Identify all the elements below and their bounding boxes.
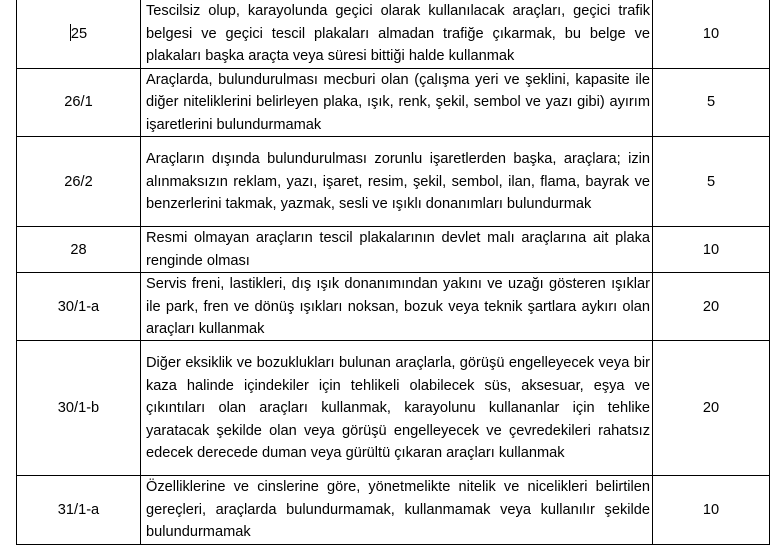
article-code: 30/1-b (17, 341, 141, 476)
violation-description: Tescilsiz olup, karayolunda geçici olarak kullanılacak araçları, geçici trafik belgesi ve geçici tescil plakaları almadan trafiğe çıkarmak, bu belge ve plakaları başka araçta veya süresi bittiği halde kullanmak (141, 0, 653, 69)
penalty-points: 10 (653, 0, 770, 69)
article-code: 26/1 (17, 69, 141, 137)
table-row (17, 273, 770, 341)
article-code: 25 (70, 25, 88, 42)
article-cell[interactable] (17, 0, 141, 69)
article-code: 26/2 (17, 137, 141, 227)
penalty-points: 10 (653, 476, 770, 544)
penalty-points: 20 (653, 341, 770, 476)
penalty-points: 5 (653, 69, 770, 137)
article-code: 28 (17, 227, 141, 273)
penalty-points: 10 (653, 227, 770, 273)
violation-description: Servis freni, lastikleri, dış ışık donanımından yakını ve uzağı gösteren ışıklar ile park, fren ve dönüş ışıkları noksan, bozuk veya teknik şartlara aykırı olan araçları kullanmak (141, 273, 653, 341)
table-row (17, 227, 770, 273)
violation-description: Diğer eksiklik ve bozuklukları bulunan araçlarla, görüşü engelleyecek veya bir kaza halinde içindekiler için tehlikeli olabilecek süs, aksesuar, eşya ve çıkıntıları olan araçları kullanmak, karayolunu kullananlar için tehlike yaratacak şekilde olan veya görüşü engelleyecek ve çevredekileri rahatsız edecek derecede duman veya gürültü çıkaran araçları kullanmak (141, 341, 653, 476)
penalty-table (16, 0, 770, 545)
violation-description: Özelliklerine ve cinslerine göre, yönetmelikte nitelik ve nicelikleri belirtilen gereçleri, araçlarda bulundurmamak, kullanmamak veya kullanılır şekilde bulundurmamak (141, 476, 653, 544)
article-code: 31/1-a (17, 476, 141, 544)
table-row (17, 341, 770, 476)
violation-description: Araçlarda, bulundurulması mecburi olan (çalışma yeri ve şeklini, kapasite ile diğer niteliklerini belirleyen plaka, ışık, renk, şekil, sembol ve yazı gibi) ayırım işaretlerini bulundurmamak (141, 69, 653, 137)
table-row (17, 476, 770, 544)
article-code: 30/1-a (17, 273, 141, 341)
table-row (17, 0, 770, 69)
violation-description: Araçların dışında bulundurulması zorunlu işaretlerden başka, araçlara; izin alınmaksızın reklam, yazı, işaret, resim, şekil, sembol, ilan, flama, bayrak ve benzerlerini takmak, yazmak, sesli ve ışıklı donanımları bulundurmak (141, 137, 653, 227)
penalty-points: 20 (653, 273, 770, 341)
violation-description: Resmi olmayan araçların tescil plakalarının devlet malı araçlarına ait plaka renginde olması (141, 227, 653, 273)
table-row (17, 69, 770, 137)
table-row (17, 137, 770, 227)
penalty-points: 5 (653, 137, 770, 227)
